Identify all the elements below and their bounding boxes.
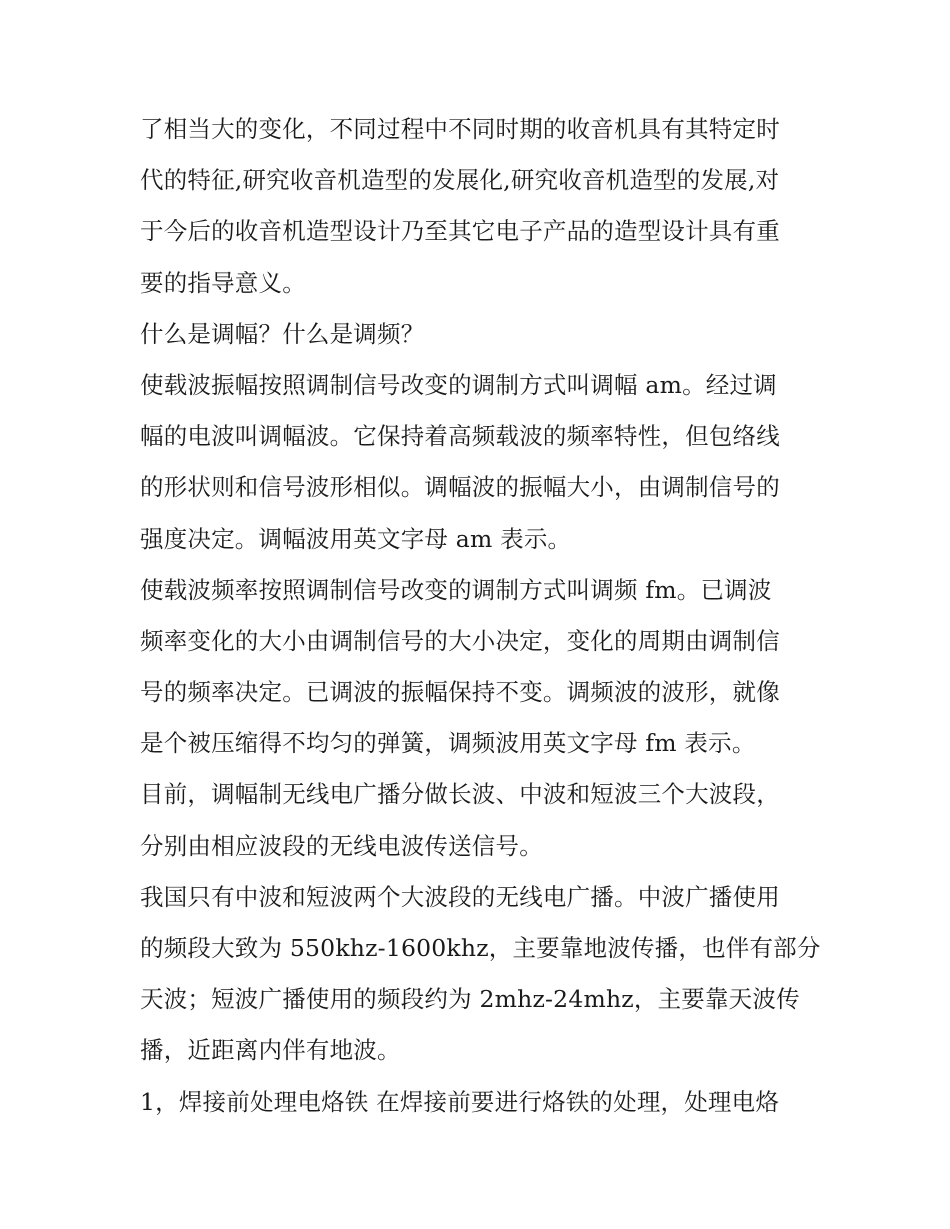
text-line: 的频段大致为 550khz-1600khz，主要靠地波传播，也伴有部分 (140, 934, 821, 962)
paragraph-am-definition (140, 360, 812, 565)
text-line: 天波；短波广播使用的频段约为 2mhz-24mhz，主要靠天波传 (140, 985, 800, 1014)
document-body (140, 104, 821, 1128)
text-line: 分别由相应波段的无线电波传送信号。 (140, 831, 543, 860)
text-line: 代的特征,研究收音机造型的发展化,研究收音机造型的发展,对 (140, 166, 780, 195)
text-line: 要的指导意义。 (140, 268, 306, 297)
text-line: 强度决定。调幅波用英文字母 am 表示。 (140, 524, 572, 553)
text-line: 1，焊接前处理电烙铁 在焊接前要进行烙铁的处理，处理电烙 (140, 1087, 780, 1116)
text-line: 了相当大的变化，不同过程中不同时期的收音机具有其特定时 (140, 115, 780, 143)
text-line: 我国只有中波和短波两个大波段的无线电广播。中波广播使用 (140, 882, 780, 911)
paragraph-china-broadcast-bands (140, 872, 821, 1077)
text-line: 播，近距离内伴有地波。 (140, 1036, 401, 1065)
paragraph-radio-design-significance (140, 104, 812, 309)
text-line: 号的频率决定。已调波的振幅保持不变。调频波的波形，就像 (140, 678, 780, 707)
paragraph-question-am-fm (140, 309, 812, 360)
text-line: 目前，调幅制无线电广播分做长波、中波和短波三个大波段， (140, 780, 780, 809)
text-line: 幅的电波叫调幅波。它保持着高频载波的频率特性，但包络线 (140, 422, 780, 451)
text-line: 频率变化的大小由调制信号的大小决定，变化的周期由调制信 (140, 626, 780, 655)
text-line: 使载波频率按照调制信号改变的调制方式叫调频 fm。已调波 (140, 575, 772, 604)
text-line: 什么是调幅？什么是调频？ (140, 319, 425, 348)
paragraph-fm-definition (140, 565, 812, 770)
text-line: 是个被压缩得不均匀的弹簧，调频波用英文字母 fm 表示。 (140, 729, 756, 758)
text-line: 的形状则和信号波形相似。调幅波的振幅大小，由调制信号的 (140, 473, 780, 502)
paragraph-am-bands (140, 769, 812, 871)
paragraph-soldering-step-1 (140, 1077, 812, 1128)
text-line: 使载波振幅按照调制信号改变的调制方式叫调幅 am。经过调 (140, 370, 777, 399)
text-line: 于今后的收音机造型设计乃至其它电子产品的造型设计具有重 (140, 217, 780, 246)
